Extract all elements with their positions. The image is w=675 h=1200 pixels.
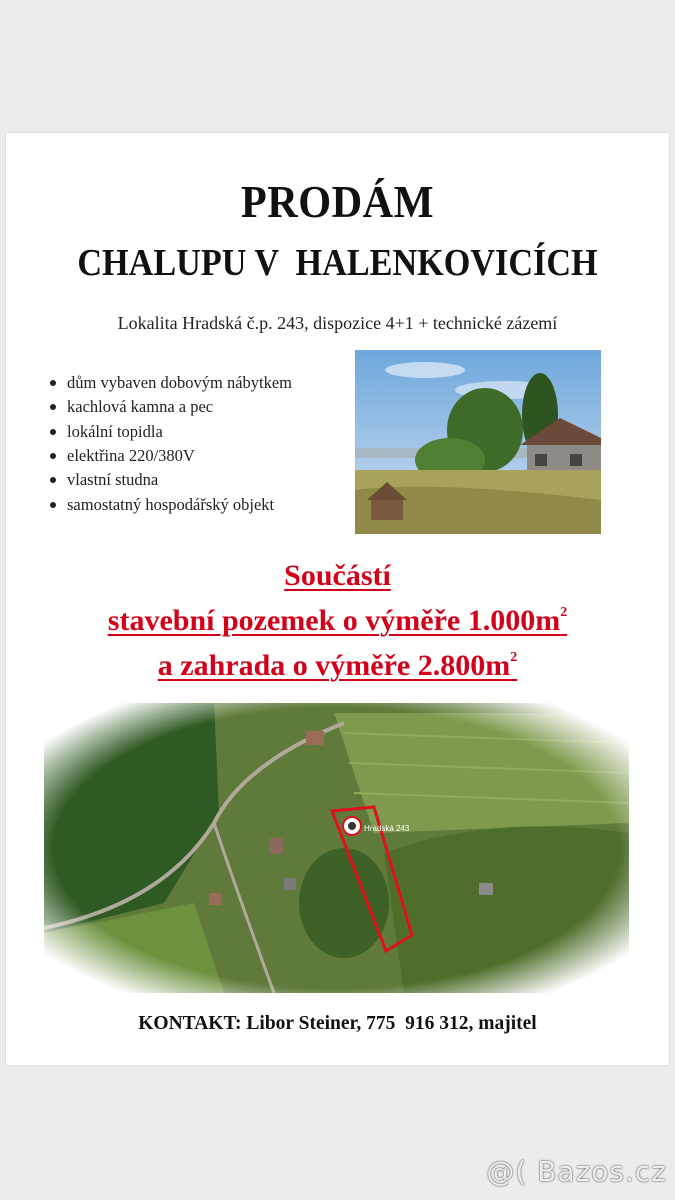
bullet-icon [50, 404, 56, 410]
bullet-icon [50, 429, 56, 435]
feature-text: elektřina 220/380V [67, 446, 195, 466]
flyer [6, 133, 669, 1065]
aerial-map [44, 703, 629, 993]
location-line: Lokalita Hradská č.p. 243, dispozice 4+1 + technické zázemí [117, 313, 558, 333]
feature-text: samostatný hospodářský objekt [67, 494, 275, 514]
list-item [50, 492, 292, 516]
list-item [50, 444, 292, 468]
bullet-icon [50, 453, 56, 459]
feature-text: kachlová kamna a pec [67, 397, 214, 417]
flyer-title: PRODÁM [240, 176, 435, 227]
bullet-icon [50, 502, 56, 508]
highlight-line-3: a zahrada o výměře $2.800m^2$ [157, 649, 518, 682]
bullet-icon [50, 477, 56, 483]
bullet-icon [50, 380, 56, 386]
feature-text: vlastní studna [67, 470, 159, 490]
list-item [50, 395, 292, 419]
flyer-subtitle: CHALUPU V HALENKOVICÍCH [77, 242, 598, 284]
contact-line: KONTAKT: Libor Steiner, 775 916 312, majitel [138, 1013, 537, 1034]
list-item [50, 468, 292, 492]
feature-text: dům vybaven dobovým nábytkem [67, 373, 293, 393]
highlight-line-1: Součástí [284, 559, 391, 592]
cottage-photo [355, 350, 601, 534]
list-item [50, 420, 292, 444]
bazos-watermark: @( Bazos.cz [486, 1155, 667, 1188]
highlight-line-2: stavební pozemek o výměře $1.000m^2$ [107, 604, 568, 637]
feature-text: lokální topidla [67, 421, 163, 441]
feature-list [50, 371, 292, 517]
list-item [50, 371, 292, 395]
